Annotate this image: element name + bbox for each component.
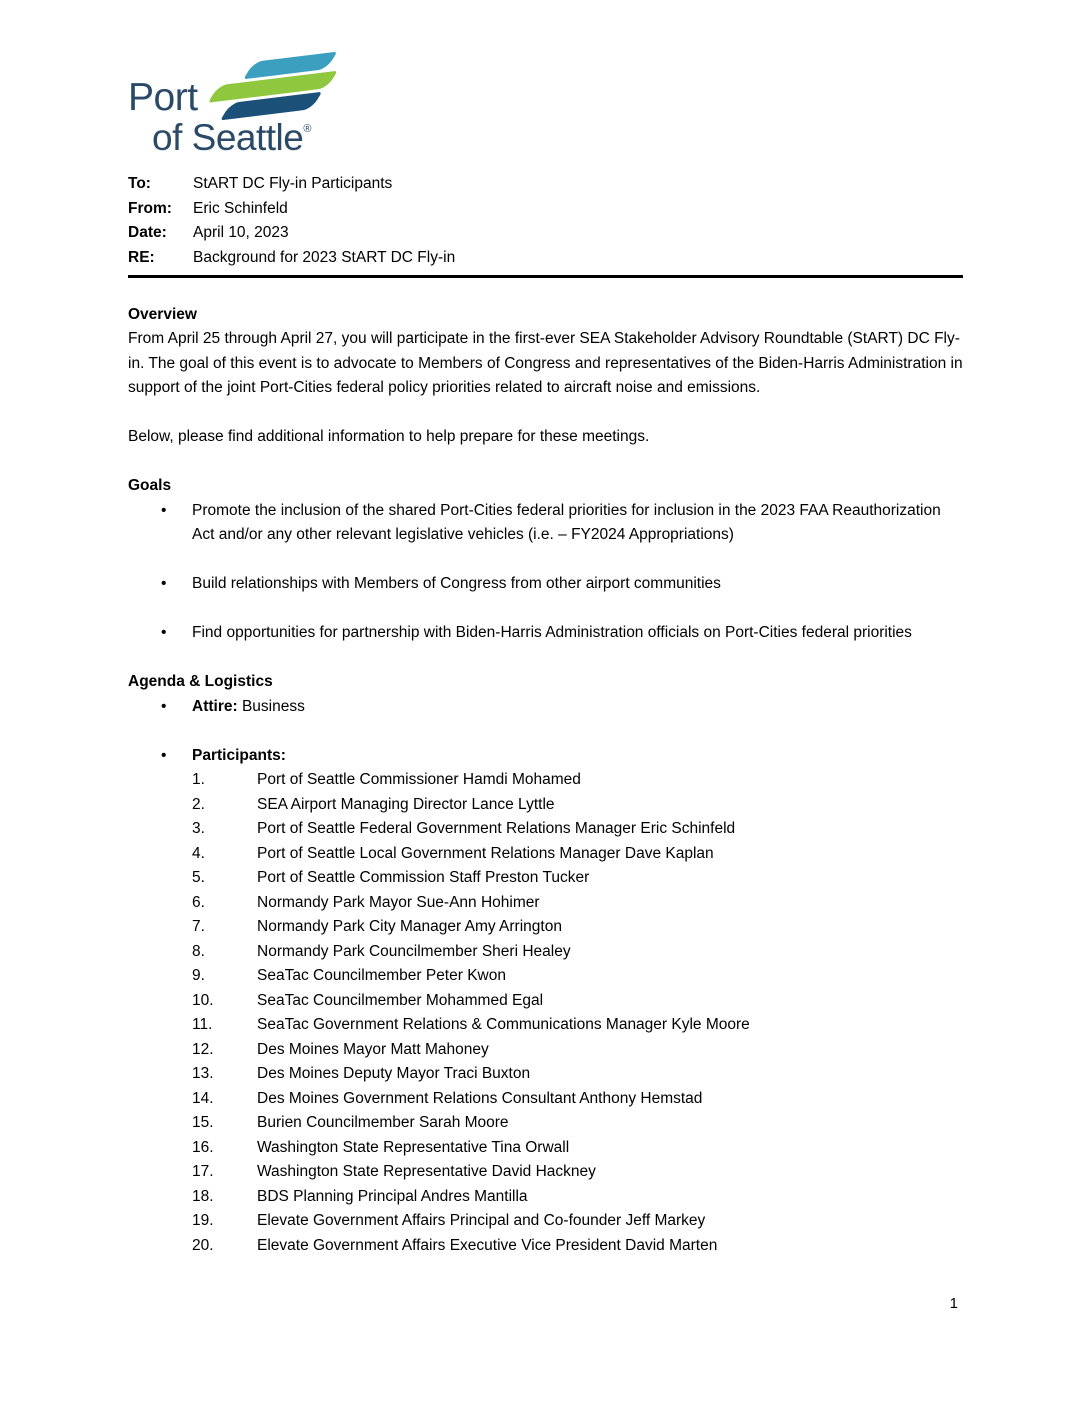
participant-number: 1. (192, 771, 205, 788)
participant-list-item (192, 1087, 963, 1112)
participant-number: 20. (192, 1236, 214, 1254)
memo-header-row (128, 172, 963, 197)
participant-list-item (192, 1234, 963, 1259)
registered-trademark-symbol: ® (303, 123, 312, 135)
participant-list-item (192, 1185, 963, 1210)
participant-list-item (192, 1160, 963, 1185)
attire-value: Business (241, 697, 305, 715)
participant-number: 18. (192, 1187, 214, 1205)
goal-bullet-item (128, 572, 963, 597)
attire-label: Attire: (192, 697, 238, 715)
header-divider-rule (128, 275, 963, 278)
memo-header-row (128, 197, 963, 222)
participant-list-item (192, 842, 963, 867)
participant-number: 6. (192, 893, 205, 911)
agenda-logistics-heading: Agenda & Logistics (128, 673, 273, 690)
participant-number: 11. (192, 1016, 213, 1033)
participant-list-item (192, 817, 963, 842)
overview-paragraph-2: Below, please find additional information to help prepare for these meetings. (128, 428, 650, 445)
participant-name-text: Elevate Government Affairs Principal and Co-founder Jeff Markey (257, 1212, 706, 1229)
participant-name-text: Normandy Park Councilmember Sheri Healey (257, 942, 571, 960)
port-of-seattle-logo (128, 58, 343, 158)
participant-name-text: Elevate Government Affairs Executive Vice President David Marten (257, 1236, 718, 1254)
participant-name-text: SeaTac Government Relations & Communications Manager Kyle Moore (257, 1016, 750, 1033)
participant-number: 9. (192, 967, 205, 984)
participant-name-text: Des Moines Deputy Mayor Traci Buxton (257, 1065, 531, 1082)
participant-name-text: SeaTac Councilmember Mohammed Egal (257, 991, 544, 1009)
participants-bullet-item (128, 744, 963, 1259)
memo-field-label: To: (128, 175, 151, 192)
participant-number: 3. (192, 820, 205, 837)
participant-list-item (192, 940, 963, 965)
memo-field-value: Eric Schinfeld (193, 199, 288, 217)
participant-list-item (192, 1136, 963, 1161)
participant-number: 7. (192, 918, 205, 935)
participant-name-text: Normandy Park Mayor Sue-Ann Hohimer (257, 893, 540, 911)
participant-name-text: Des Moines Mayor Matt Mahoney (257, 1040, 489, 1058)
participant-number: 8. (192, 942, 205, 960)
participant-name-text: Normandy Park City Manager Amy Arrington (257, 918, 562, 935)
participant-list-item (192, 989, 963, 1014)
participant-number: 14. (192, 1089, 214, 1107)
participant-list-item (192, 964, 963, 989)
participant-name-text: Des Moines Government Relations Consultant Anthony Hemstad (257, 1089, 703, 1107)
participant-list-item (192, 1209, 963, 1234)
participant-number: 5. (192, 869, 205, 886)
participant-number: 2. (192, 795, 205, 813)
participant-list-item (192, 1062, 963, 1087)
overview-heading: Overview (128, 305, 197, 323)
goal-bullet-item (128, 499, 963, 548)
participant-name-text: SEA Airport Managing Director Lance Lyttle (257, 795, 555, 813)
participant-name-text: Port of Seattle Commissioner Hamdi Mohamed (257, 771, 581, 788)
goal-bullet-text: Promote the inclusion of the shared Port-Cities federal priorities for inclusion in the 2023 FAA Reauthorization Act and/or any other relevant legislative vehicles (i.e. – FY2024 Appropriations) (192, 501, 941, 543)
participant-number: 12. (192, 1040, 214, 1058)
participant-number: 10. (192, 991, 214, 1009)
participant-list-item (192, 1013, 963, 1038)
goal-bullet-item (128, 621, 963, 646)
goals-bullet-list (128, 499, 963, 646)
participant-name-text: BDS Planning Principal Andres Mantilla (257, 1187, 528, 1205)
participant-list-item (192, 1038, 963, 1063)
logo-word-of-seattle-text: of Seattle (152, 117, 304, 158)
participant-name-text: Port of Seattle Commission Staff Preston Tucker (257, 869, 590, 886)
memo-header-block (128, 172, 963, 270)
overview-paragraph: From April 25 through April 27, you will participate in the first-ever SEA Stakeholder Advisory Roundtable (StART) DC Fly-in. The goal of this event is to advocate to Members of Congress and representatives of the Biden-Harris Administration in support of the joint Port-Cities federal policy priorities related to aircraft noise and emissions. (128, 330, 963, 396)
agenda-bullet-list (128, 695, 963, 1259)
memo-field-label: From: (128, 199, 172, 217)
participant-list-item (192, 866, 963, 891)
logo-word-port: Port (128, 76, 198, 119)
attire-bullet-item (128, 695, 963, 720)
memo-field-label: RE: (128, 248, 155, 266)
logo-word-of-seattle (152, 119, 311, 156)
memo-field-value: StART DC Fly-in Participants (193, 175, 393, 192)
participant-number: 13. (192, 1065, 214, 1082)
blank-line (128, 401, 963, 426)
participant-name-text: Washington State Representative Tina Orwall (257, 1138, 570, 1156)
goal-bullet-text: Build relationships with Members of Congress from other airport communities (192, 575, 721, 592)
participant-list-item (192, 915, 963, 940)
participant-name-text: Washington State Representative David Hackney (257, 1163, 596, 1180)
goals-heading: Goals (128, 477, 172, 494)
memo-header-row (128, 221, 963, 246)
participant-list-item (192, 793, 963, 818)
participant-number: 16. (192, 1138, 214, 1156)
memo-field-value: Background for 2023 StART DC Fly-in (193, 248, 456, 266)
participant-list-item (192, 768, 963, 793)
participant-number: 17. (192, 1163, 214, 1180)
memo-header-row (128, 246, 963, 271)
participant-name-text: Port of Seattle Federal Government Relations Manager Eric Schinfeld (257, 820, 736, 837)
participant-number: 19. (192, 1212, 214, 1229)
participant-name-text: Burien Councilmember Sarah Moore (257, 1114, 509, 1131)
participant-name-text: Port of Seattle Local Government Relations Manager Dave Kaplan (257, 844, 714, 862)
participants-list (192, 768, 963, 1258)
page-number: 1 (949, 1295, 958, 1312)
participants-label: Participants: (192, 746, 286, 764)
participant-number: 15. (192, 1114, 214, 1131)
memo-field-value: April 10, 2023 (193, 224, 289, 241)
participant-number: 4. (192, 844, 205, 862)
memo-body (128, 172, 963, 1258)
participant-list-item (192, 1111, 963, 1136)
goal-bullet-text: Find opportunities for partnership with Biden-Harris Administration officials on Port-Cities federal priorities (192, 624, 912, 641)
logo-wordmark (128, 78, 311, 156)
participant-list-item (192, 891, 963, 916)
memo-field-label: Date: (128, 224, 167, 241)
participant-name-text: SeaTac Councilmember Peter Kwon (257, 967, 506, 984)
